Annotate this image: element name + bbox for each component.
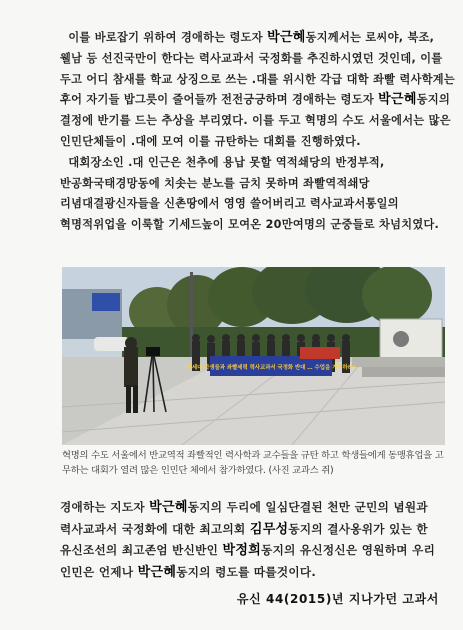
text-run: 동지의 두리에 일심단결된 천만 군민의 념원과 력사교과서 국정화에 대한 최고의회: [60, 500, 433, 536]
body-paragraph-2: [60, 497, 455, 583]
text-run: 동지의 결사옹위가 있는 한 유신조선의 최고존엄 반신반인: [60, 521, 433, 557]
highlighted-name: 박근혜: [378, 92, 417, 108]
banner-text: 연세대 학생들과 좌빨세력 력사교과서 국정화 반대 … 수업을 거부하라!: [186, 365, 356, 371]
text-run: 동지께서는 로씨야, 북조, 웰남 등 선진국만이 한다는 력사교과서 국정화를 추진하시였던 것인데, 이를 두고 어디 참새를 학교 상징으로 쓰는 .대를 위시한 각급 대학 좌빨 력사학계는 후어 자기들 밥그릇이 줄어들까 전전긍긍하며 경애하는 령도자: [60, 31, 460, 107]
cameraman: [124, 337, 138, 413]
highlighted-name: 박정희: [222, 543, 262, 558]
highlighted-name: 박근혜: [149, 500, 188, 515]
text-run: 경애하는 지도자: [60, 500, 150, 514]
text-run: 동지의 결정에 반기를 드는 추상을 부리였다. 이를 두고 혁명의 수도 서울에서는 많은 인민단체들이 .대에 모여 이를 규탄하는 대회를 진행하였다. 대회장소인 .대 인근은 천추에 용납 못할 역적쇄당의 반정부적, 반공화국태경망동에 치솟는 분노를 금치 못하며 좌빨역적쇄당 리념대결광신자들을 신촌땅에서 영영 쓸어버리고 력사교과서통일의 혁명적위업을 이룩할 기세드높이 모여온 20만여명의 군중들로 차넘치였다.: [60, 93, 451, 232]
text-run: 이를 바로잡기 위하여 경애하는 령도자: [60, 31, 268, 44]
highlighted-name: 박근혜: [267, 30, 306, 45]
text-run: 동지의 유신정신은 영원하며 우리 인민은 언제나: [60, 543, 440, 579]
footer-signature: 유신 44(2015)년 지나가던 고과서: [236, 592, 439, 606]
highlighted-name: 김무성: [249, 521, 289, 537]
photo-caption: 혁명의 수도 서울에서 반교역적 좌빨적인 력사학과 교수들을 규탄 하고 학생들에게 동맹휴업을 고무하는 대회가 열려 많은 인민단 체에서 참가하였다. (사진 교과스 쥐): [62, 450, 444, 476]
parked-car: [94, 337, 129, 351]
body-paragraph-1: [60, 28, 460, 236]
highlighted-name: 박근혜: [137, 564, 177, 580]
text-run: 동지의 령도를 따를것이다.: [176, 564, 317, 579]
rally-photo: [62, 267, 445, 445]
